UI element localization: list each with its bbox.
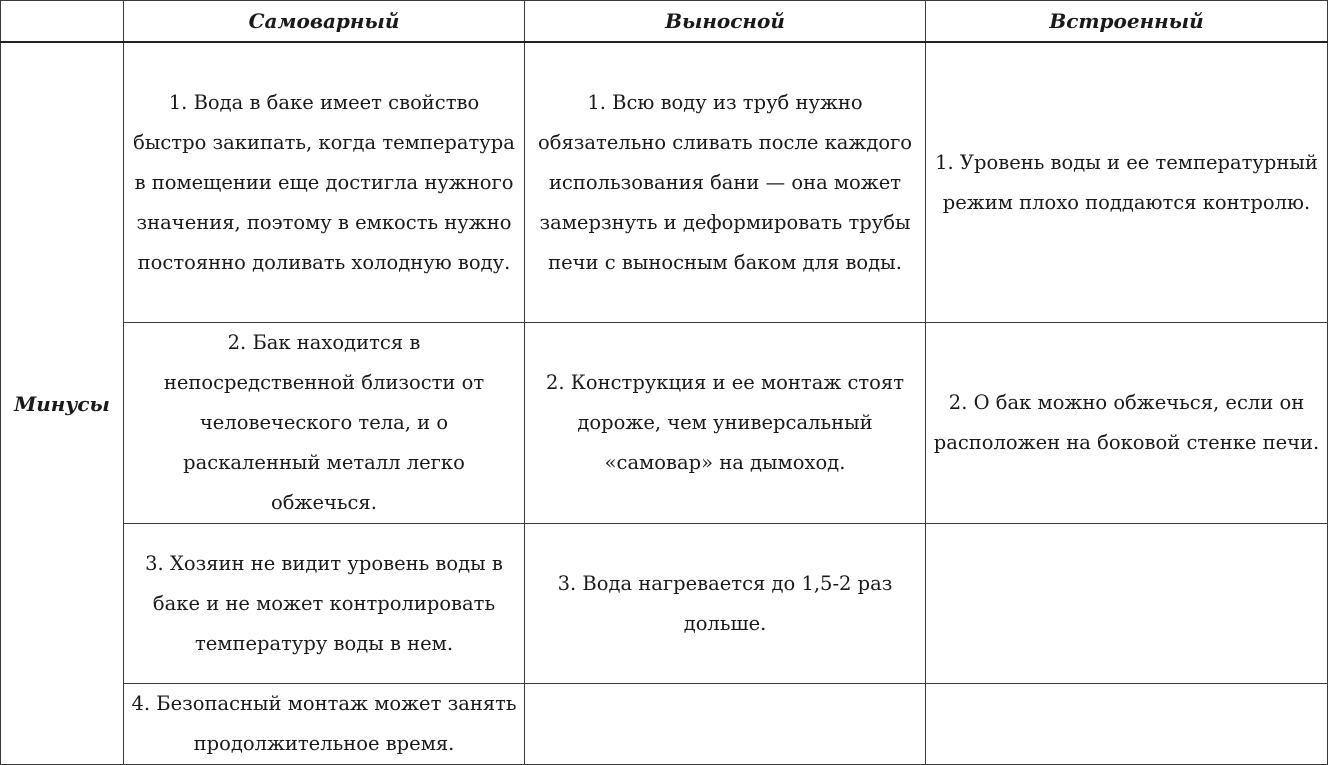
- header-empty-cell: [1, 1, 124, 43]
- cell-text: 3. Вода нагревается до 1,5-2 раз дольше.: [557, 571, 893, 635]
- table-row: [1, 524, 1328, 684]
- header-samovar: Самоварный: [124, 1, 525, 43]
- cell-samovar: [124, 323, 525, 524]
- cell-vynosnoy: [525, 323, 926, 524]
- cell-text: 1. Уровень воды и ее температурный режим плохо поддаются контролю.: [935, 150, 1318, 214]
- cell-samovar: [124, 684, 525, 765]
- cell-vstroenny: [926, 323, 1328, 524]
- row-label-minuses: Минусы: [1, 42, 124, 765]
- cell-text: 4. Безопасный монтаж может занять продолжительное время.: [131, 692, 517, 755]
- cell-text: 3. Хозяин не видит уровень воды в баке и не может контролировать температуру воды в нем.: [145, 551, 503, 655]
- header-row: [1, 1, 1328, 43]
- header-vynosnoy: Выносной: [525, 1, 926, 43]
- header-vstroenny: Встроенный: [926, 1, 1328, 43]
- table-row: [1, 323, 1328, 524]
- cell-vynosnoy: [525, 42, 926, 323]
- cell-text: 2. О бак можно обжечься, если он расположен на боковой стенке печи.: [933, 391, 1320, 454]
- cell-text: 1. Всю воду из труб нужно обязательно сливать после каждого использования бани — она может замерзнуть и деформировать трубы печи с выносным баком для воды.: [537, 90, 913, 274]
- cell-text: 2. Бак находится в непосредственной близости от человеческого тела, и о раскаленный металл легко обжечься.: [163, 331, 485, 514]
- table-row: [1, 684, 1328, 765]
- table-row: [1, 42, 1328, 323]
- cell-vstroenny: [926, 524, 1328, 684]
- cell-vynosnoy: [525, 524, 926, 684]
- cell-samovar: [124, 42, 525, 323]
- cell-vstroenny: [926, 42, 1328, 323]
- cell-text: 1. Вода в баке имеет свойство быстро закипать, когда температура в помещении еще достигла нужного значения, поэтому в емкость нужно постоянно доливать холодную воду.: [133, 90, 515, 274]
- cell-vynosnoy: [525, 684, 926, 765]
- cell-samovar: [124, 524, 525, 684]
- cell-text: 2. Конструкция и ее монтаж стоят дороже, чем универсальный «самовар» на дымоход.: [546, 371, 904, 474]
- cell-vstroenny: [926, 684, 1328, 765]
